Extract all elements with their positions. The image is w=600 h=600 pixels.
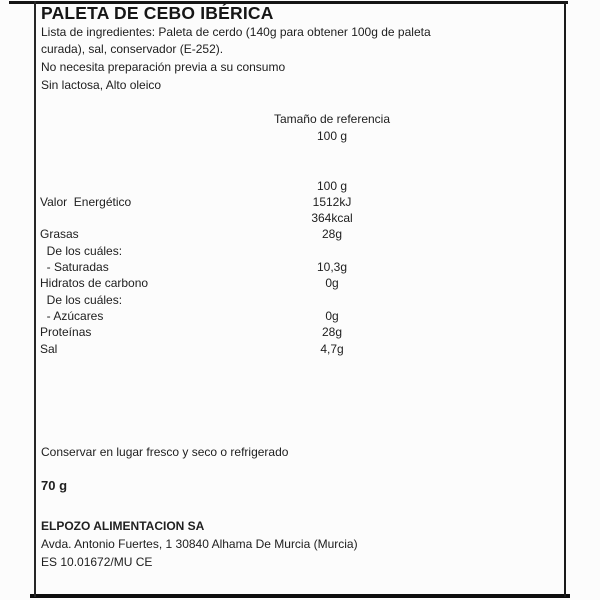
net-weight: 70 g (41, 478, 68, 493)
manufacturer-address: Avda. Antonio Fuertes, 1 30840 Alhama De Murcia (Murcia) (41, 537, 358, 551)
nutrition-row-fat (0, 227, 600, 243)
reference-size-value: 100 g (316, 129, 348, 143)
nutrition-row-carbohydrates (0, 276, 600, 292)
nutrition-label: Grasas (40, 227, 79, 241)
nutrition-column-header (0, 179, 600, 195)
nutrition-label: - Azúcares (40, 309, 104, 323)
nutrition-label: Sal (40, 342, 58, 356)
nutrition-label: De los cuáles: (40, 293, 123, 307)
storage-note: Conservar en lugar fresco y seco o refrigerado (41, 445, 289, 459)
nutrition-row-salt (0, 342, 600, 358)
nutrition-value: 1512kJ (312, 195, 352, 209)
registration-code: ES 10.01672/MU CE (41, 555, 153, 569)
product-title: PALETA DE CEBO IBÉRICA (41, 3, 274, 23)
nutrition-row-saturates (0, 260, 600, 276)
ingredients-line-1: Lista de ingredientes: Paleta de cerdo (140g para obtener 100g de paleta (41, 25, 431, 39)
nutrition-label: De los cuáles: (40, 244, 123, 258)
nutrition-row-energy-kj (0, 195, 600, 211)
dietary-claims: Sin lactosa, Alto oleico (41, 78, 162, 92)
nutrition-row-of-which-fat (0, 244, 600, 260)
nutrition-value: 4,7g (320, 342, 344, 356)
nutrition-label: - Saturadas (40, 260, 109, 274)
nutrition-value: 10,3g (316, 260, 348, 274)
nutrition-label: Hidratos de carbono (40, 276, 149, 290)
reference-size-heading: Tamaño de referencia (273, 112, 391, 126)
label-border-bottom (30, 594, 570, 598)
nutrition-value: 0g (325, 309, 339, 323)
nutrition-row-energy-kcal (0, 211, 600, 227)
preparation-note: No necesita preparación previa a su consumo (41, 60, 286, 74)
nutrition-row-sugars (0, 309, 600, 325)
nutrition-row-protein (0, 325, 600, 341)
manufacturer-name: ELPOZO ALIMENTACION SA (41, 519, 205, 533)
nutrition-value: 100 g (316, 179, 348, 193)
nutrition-value: 28g (321, 325, 343, 339)
nutrition-label: Valor Energético (40, 195, 132, 209)
nutrition-value: 0g (325, 276, 339, 290)
nutrition-value: 364kcal (311, 211, 353, 225)
nutrition-row-of-which-carbs (0, 293, 600, 309)
nutrition-label: Proteínas (40, 325, 92, 339)
nutrition-value: 28g (321, 227, 343, 241)
ingredients-line-2: curada), sal, conservador (E-252). (41, 42, 224, 56)
